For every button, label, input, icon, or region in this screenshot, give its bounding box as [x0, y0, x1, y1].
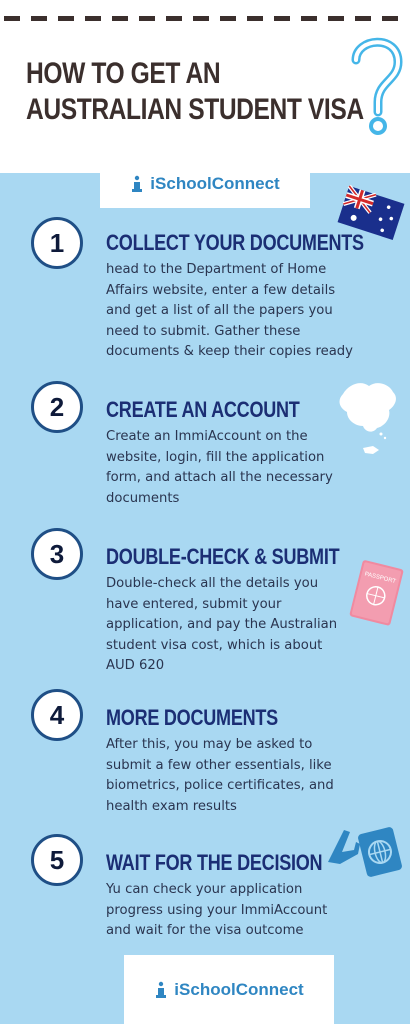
step-title: COLLECT YOUR DOCUMENTS — [106, 230, 364, 255]
dash-segment — [247, 16, 263, 21]
dash-segment — [382, 16, 398, 21]
step-title: MORE DOCUMENTS — [106, 705, 278, 730]
dash-segment — [220, 16, 236, 21]
step-body-line: AUD 620 — [106, 658, 165, 673]
step-body-line: application, and pay the Australian — [106, 617, 338, 632]
step-title: WAIT FOR THE DECISION — [106, 850, 323, 875]
step-body-line: and get a list of all the papers you — [106, 303, 333, 318]
dash-segment — [274, 16, 290, 21]
step-body-line: progress using your ImmiAccount — [106, 902, 328, 918]
title-line-1: HOW TO GET AN — [26, 57, 221, 90]
dash-segment — [85, 16, 101, 21]
brand-logo-top — [100, 160, 310, 208]
step-number-circle: 4 — [31, 689, 83, 741]
step-body — [106, 260, 386, 363]
step-body-line: need to submit. Gather these — [106, 323, 301, 339]
step-number-circle: 5 — [31, 834, 83, 886]
step-number-circle: 2 — [31, 381, 83, 433]
step-body-line: website, login, fill the application — [106, 449, 325, 465]
step-body-line: documents & keep their copies ready — [106, 344, 353, 359]
step-body-line: and wait for the visa outcome — [106, 923, 304, 938]
map-icon — [333, 376, 405, 466]
step-body-line: health exam results — [106, 798, 237, 814]
step-body-line: Yu can check your application — [106, 882, 303, 897]
step-body — [106, 574, 386, 677]
step-body-line: submit a few other essentials, like — [106, 757, 332, 773]
step-number-circle: 1 — [31, 217, 83, 269]
step-body-line: documents — [106, 490, 180, 506]
dash-segment — [4, 16, 20, 21]
step-body — [106, 880, 386, 942]
question-mark-icon — [346, 28, 406, 138]
passport-label: PASSPORT — [363, 571, 397, 586]
plane-passport-icon — [322, 822, 404, 882]
logo-mark-icon — [154, 981, 168, 999]
step-body-line: head to the Department of Home — [106, 262, 327, 277]
step-body — [106, 735, 386, 817]
dash-segment — [193, 16, 209, 21]
australia-flag-icon — [336, 182, 406, 244]
step-body-line: form, and attach all the necessary — [106, 470, 333, 485]
dash-segment — [355, 16, 371, 21]
step-body-line: biometrics, police certificates, and — [106, 778, 334, 793]
step-body-line: Double-check all the details you — [106, 576, 319, 591]
dash-segment — [328, 16, 344, 21]
page-title — [26, 56, 364, 128]
logo-mark-icon — [130, 175, 144, 193]
dash-segment — [58, 16, 74, 21]
step-body-line: student visa cost, which is about — [106, 637, 323, 653]
step-title: DOUBLE-CHECK & SUBMIT — [106, 544, 340, 569]
passport-icon — [345, 556, 409, 634]
dash-segment — [139, 16, 155, 21]
step-title: CREATE AN ACCOUNT — [106, 397, 300, 422]
dash-segment — [31, 16, 47, 21]
step-body-line: have entered, submit your — [106, 596, 282, 612]
title-line-2: AUSTRALIAN STUDENT VISA — [26, 93, 364, 126]
dash-segment — [112, 16, 128, 21]
step-number-circle: 3 — [31, 528, 83, 580]
step-body-line: Create an ImmiAccount on the — [106, 429, 308, 444]
brand-name: iSchoolConnect — [174, 979, 304, 999]
dash-segment — [166, 16, 182, 21]
brand-logo-bottom — [124, 955, 334, 1024]
step-body-line: After this, you may be asked to — [106, 737, 313, 752]
dash-segment — [301, 16, 317, 21]
top-dashed-border — [0, 16, 410, 22]
brand-name: iSchoolConnect — [150, 174, 280, 193]
step-body-line: Affairs website, enter a few details — [106, 282, 336, 298]
